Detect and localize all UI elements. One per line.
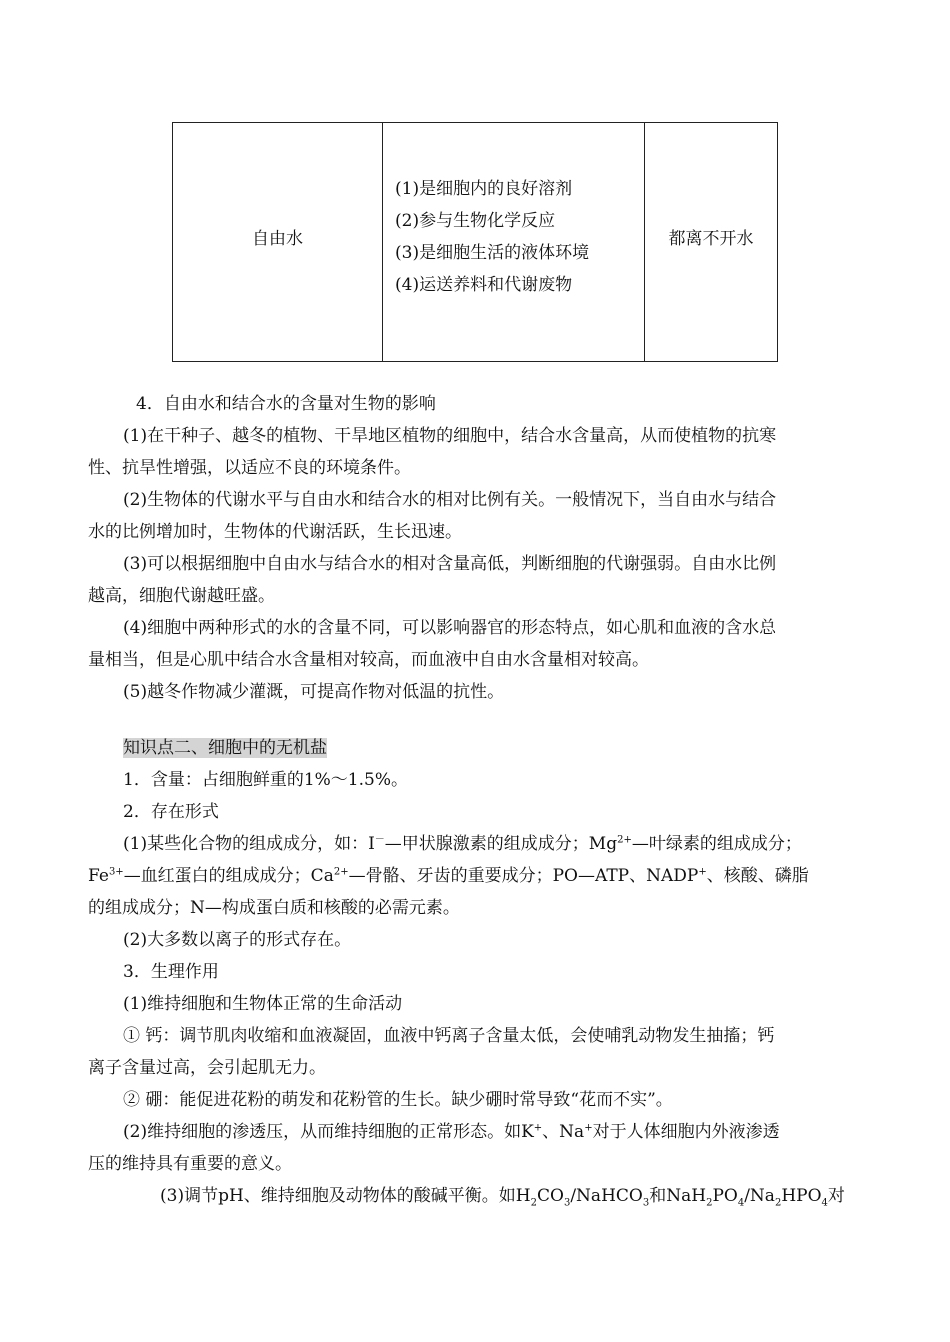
function-item: (2)参与生物化学反应 [395, 211, 556, 231]
paragraph-line: 离子含量过高，会引起肌无力。 [88, 1058, 326, 1078]
paragraph-line: (1)维持细胞和生物体正常的生命活动 [123, 994, 403, 1014]
knowledge-point-heading [88, 732, 864, 764]
highlighted-heading: 知识点二、细胞中的无机盐 [123, 738, 327, 758]
function-item: (3)是细胞生活的液体环境 [395, 243, 590, 263]
function-item: (1)是细胞内的良好溶剂 [395, 179, 573, 199]
paragraph-line: 越高，细胞代谢越旺盛。 [88, 586, 275, 606]
paragraph-line: ① 钙：调节肌肉收缩和血液凝固，血液中钙离子含量太低，会使哺乳动物发生抽搐；钙 [123, 1026, 775, 1046]
content-line: 1．含量：占细胞鲜重的1%～1.5%。 [123, 770, 408, 790]
function-title: 3．生理作用 [123, 962, 219, 982]
table-cell-free-water [173, 123, 383, 361]
section-heading: 4．自由水和结合水的含量对生物的影响 [136, 394, 436, 414]
paragraph-line: 量相当，但是心肌中结合水含量相对较高，而血液中自由水含量相对较高。 [88, 650, 649, 670]
summary-text: 都离不开水 [668, 228, 754, 249]
paragraph-line: (3)可以根据细胞中自由水与结合水的相对含量高低，判断细胞的代谢强弱。自由水比例 [123, 554, 777, 574]
paragraph-line: ② 硼：能促进花粉的萌发和花粉管的生长。缺少硼时常导致“花而不实”。 [123, 1090, 673, 1110]
inorganic-salts-section [88, 732, 864, 1212]
paragraph-line: (1)在干种子、越冬的植物、干旱地区植物的细胞中，结合水含量高，从而使植物的抗寒 [123, 426, 777, 446]
paragraph-line: (2)大多数以离子的形式存在。 [123, 930, 352, 950]
table-cell-summary [645, 123, 777, 361]
paragraph-line: (1)某些化合物的组成成分，如：I－—甲状腺激素的组成成分；$Mg^{2+}—$叶绿素的组成成分； [123, 834, 802, 854]
paragraph-line: (2)生物体的代谢水平与自由水和结合水的相对比例有关。一般情况下，当自由水与结合 [123, 490, 777, 510]
paragraph-line: $Fe^{3+}—$血红蛋白的组成成分；$Ca^{2+}—$骨骼、牙齿的重要成分；PO—ATP、NADP+、核酸、磷脂 [88, 866, 809, 886]
paragraph-line: 性、抗旱性增强，以适应不良的环境条件。 [88, 458, 411, 478]
paragraph-line: 的组成成分；N—构成蛋白质和核酸的必需元素。 [88, 898, 460, 918]
paragraph-line: (4)细胞中两种形式的水的含量不同，可以影响器官的形态特点，如心肌和血液的含水总 [123, 618, 777, 638]
water-function-table [172, 122, 778, 362]
paragraph-line: (3)调节pH、维持细胞及动物体的酸碱平衡。如$H_2CO_3/NaHCO_3$和$NaH_2PO_4/Na_2HPO_4$对 [160, 1186, 845, 1209]
paragraph-line: 水的比例增加时，生物体的代谢活跃，生长迅速。 [88, 522, 462, 542]
form-title: 2．存在形式 [123, 802, 219, 822]
water-effects-section [88, 388, 864, 708]
table-cell-functions [383, 123, 645, 361]
paragraph-line: (2)维持细胞的渗透压，从而维持细胞的正常形态。如K+、Na+对于人体细胞内外液渗透 [123, 1122, 780, 1142]
function-item: (4)运送养料和代谢废物 [395, 275, 573, 295]
paragraph-line: 压的维持具有重要的意义。 [88, 1154, 292, 1174]
paragraph-line: (5)越冬作物减少灌溉，可提高作物对低温的抗性。 [123, 682, 505, 702]
free-water-label: 自由水 [252, 228, 303, 249]
